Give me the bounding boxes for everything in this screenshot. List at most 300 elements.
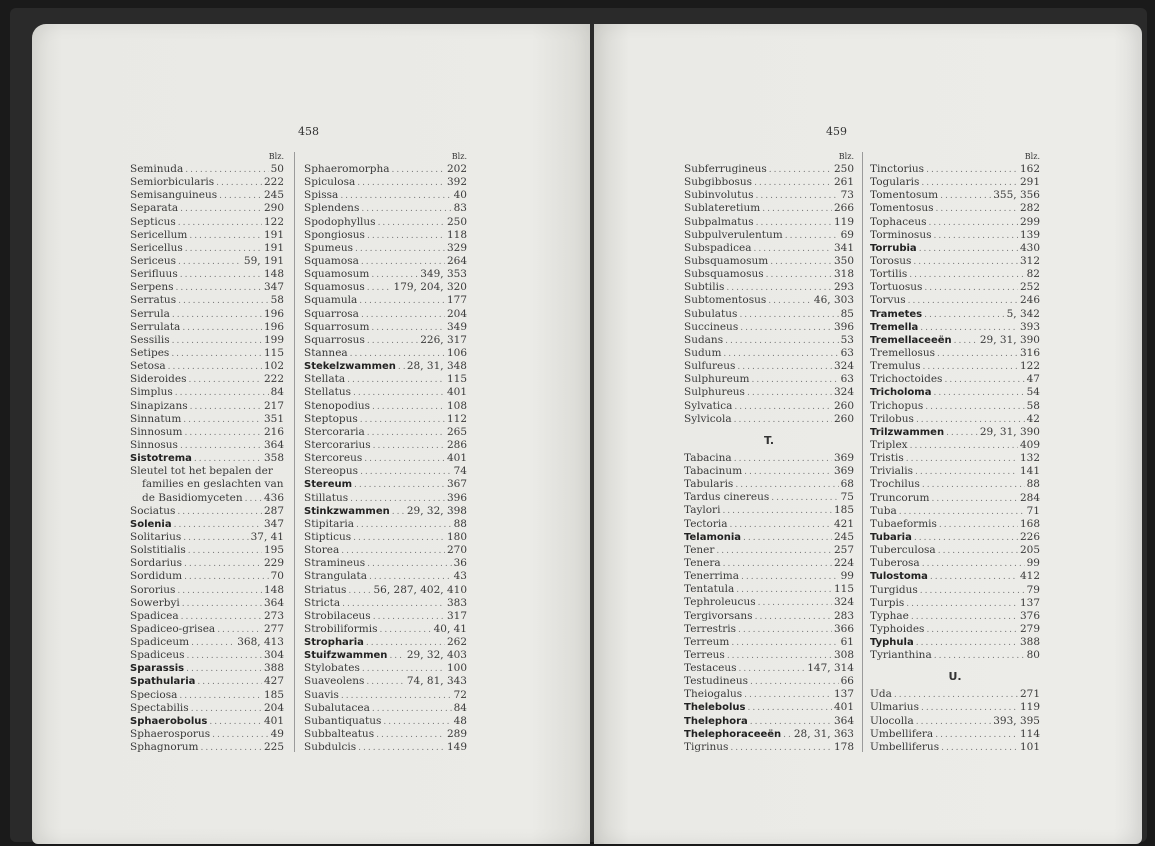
leader-dots [938, 545, 1018, 558]
entry-page-ref: 347 [263, 517, 284, 530]
leader-dots [716, 545, 832, 558]
entry-term: Stipticus [304, 530, 352, 543]
right-column-2 [870, 152, 1040, 754]
entry-term: Sistotrema [130, 453, 192, 465]
entry-page-ref: 122 [1019, 360, 1040, 373]
entry-term: Truncorum [870, 491, 930, 504]
entry-page-ref: 59, 191 [243, 254, 284, 267]
leader-dots [190, 401, 262, 414]
leader-dots [186, 663, 262, 676]
index-entry [684, 452, 854, 465]
index-entry [684, 386, 854, 399]
entry-page-ref: 28, 31, 348 [406, 360, 467, 373]
entry-term: Typhula [870, 637, 914, 649]
entry-page-ref: 364 [263, 596, 284, 609]
entry-page-ref: 246 [1019, 294, 1040, 307]
entry-page-ref: 115 [446, 373, 467, 386]
entry-page-ref: 36 [453, 557, 467, 570]
leader-dots [769, 164, 832, 177]
entry-page-ref: 401 [446, 386, 467, 399]
entry-page-ref: 46, 303 [813, 294, 854, 307]
index-entry [130, 163, 284, 176]
index-entry [130, 623, 284, 636]
index-entry [304, 242, 467, 255]
index-entry [684, 202, 854, 215]
leader-dots [783, 729, 792, 742]
entry-term: Stropharia [304, 637, 364, 649]
entry-term: Tortilis [870, 268, 908, 281]
index-entry [684, 400, 854, 413]
entry-page-ref: 29, 31, 390 [979, 333, 1040, 346]
entry-term: Squamosa [304, 254, 359, 267]
leader-dots [180, 440, 262, 453]
index-entry [130, 189, 284, 202]
entry-term: Thelephora [684, 715, 748, 727]
entry-term: Subulatus [684, 307, 738, 320]
index-entry [870, 478, 1040, 491]
entry-term: Sylvicola [684, 412, 732, 425]
index-entry [304, 715, 467, 728]
leader-dots [929, 217, 1018, 230]
leader-dots [766, 269, 832, 282]
index-entry [304, 531, 467, 544]
entry-page-ref: 191 [263, 228, 284, 241]
index-entry [304, 610, 467, 623]
entry-term: Tuberosa [870, 557, 920, 570]
index-entry [870, 492, 1040, 505]
entry-page-ref: 216 [263, 425, 284, 438]
entry-page-ref: 37, 41 [250, 530, 284, 543]
entry-term: Sylvatica [684, 399, 733, 412]
page-number-left: 458 [298, 125, 319, 138]
index-entry [130, 413, 284, 426]
leader-dots [177, 506, 262, 519]
leader-dots [359, 295, 445, 308]
entry-page-ref: 88 [453, 517, 467, 530]
entry-page-ref: 245 [833, 530, 854, 543]
index-entry [130, 662, 284, 675]
entry-page-ref: 83 [453, 202, 467, 215]
leader-dots [172, 335, 262, 348]
index-entry [870, 636, 1040, 649]
entry-page-ref: 205 [1019, 544, 1040, 557]
column-divider [294, 152, 295, 752]
entry-term: Spadicea [130, 609, 179, 622]
index-entry [130, 202, 284, 215]
entry-page-ref: 66 [840, 675, 854, 688]
entry-term: Sulphureus [684, 386, 745, 399]
entry-term: Tremellosus [870, 346, 935, 359]
entry-term: Squarrosus [304, 333, 365, 346]
leader-dots [723, 348, 838, 361]
entry-term: Tigrinus [684, 740, 729, 753]
index-entry [870, 176, 1040, 189]
index-entry [304, 465, 467, 478]
entry-page-ref: 99 [840, 570, 854, 583]
leader-dots [367, 427, 445, 440]
index-entry [684, 662, 854, 675]
entry-page-ref: 204 [263, 701, 284, 714]
entry-term: Thelebolus [684, 702, 746, 714]
entry-term: Stereum [304, 479, 353, 491]
entry-page-ref: 63 [840, 346, 854, 359]
entry-term: Terreus [684, 648, 725, 661]
index-entry [684, 675, 854, 688]
entry-term: Telamonia [684, 531, 742, 543]
entry-page-ref: 369 [833, 464, 854, 477]
index-entry [870, 544, 1040, 557]
entry-term: Subinvolutus [684, 189, 754, 202]
leader-dots [747, 387, 832, 400]
entry-term: Sudans [684, 333, 724, 346]
entry-page-ref: 84 [270, 386, 284, 399]
entry-page-ref: 277 [263, 622, 284, 635]
entry-term: Stekelzwammen [304, 361, 396, 373]
entry-page-ref: 162 [1019, 163, 1040, 175]
leader-dots [183, 532, 248, 545]
leader-dots [734, 401, 832, 414]
entry-page-ref: 409 [1019, 438, 1040, 451]
entry-term: Stricta [304, 596, 341, 609]
leader-dots [185, 427, 262, 440]
index-entry [130, 229, 284, 242]
index-entry [130, 439, 284, 452]
leader-dots [245, 493, 262, 506]
entry-page-ref: 260 [833, 399, 854, 412]
index-entry [684, 189, 854, 202]
entry-page-ref: 177 [446, 294, 467, 307]
leader-dots [178, 256, 242, 269]
leader-dots [908, 295, 1018, 308]
entry-term: Serpens [130, 281, 174, 294]
leader-dots [755, 611, 832, 624]
entry-term: Tardus cinereus [684, 491, 770, 504]
index-entry [870, 255, 1040, 268]
entry-term: Sericellum [130, 228, 188, 241]
entry-page-ref: 264 [446, 254, 467, 267]
entry-page-ref: 341 [833, 241, 854, 254]
leader-dots [389, 650, 404, 663]
index-entry [130, 557, 284, 570]
entry-term: Squarrosa [304, 307, 359, 320]
entry-term: Subgibbosus [684, 176, 753, 189]
index-entry [304, 360, 467, 373]
column-header: Blz. [838, 152, 854, 161]
entry-page-ref: 367 [446, 478, 467, 491]
index-entry [130, 360, 284, 373]
leader-dots [209, 716, 262, 729]
entry-page-ref: 355, 356 [993, 189, 1040, 202]
entry-page-ref: 317 [446, 609, 467, 622]
index-entry [130, 597, 284, 610]
entry-page-ref: 396 [833, 320, 854, 333]
entry-term: Sericeus [130, 254, 177, 267]
leader-dots [741, 571, 839, 584]
index-entry [130, 492, 284, 505]
entry-term: Succineus [684, 320, 739, 333]
entry-term: Stercoraria [304, 425, 365, 438]
entry-term: Spadiceum [130, 636, 190, 649]
index-entry [684, 281, 854, 294]
section-letter-u: U. [948, 670, 962, 684]
entry-term: Turgidus [870, 583, 918, 596]
entry-page-ref: 245 [263, 189, 284, 202]
entry-term: Togularis [870, 176, 920, 189]
entry-page-ref: 436 [263, 491, 284, 504]
entry-term: Setipes [130, 346, 170, 359]
entry-page-ref: 137 [833, 688, 854, 701]
leader-dots [354, 479, 445, 492]
entry-term: Septicus [130, 215, 176, 228]
entry-term: Tubaeformis [870, 517, 937, 530]
entry-page-ref: 261 [833, 176, 854, 189]
entry-term: Turpis [870, 596, 905, 609]
leader-dots [182, 598, 262, 611]
entry-page-ref: 266 [833, 202, 854, 215]
entry-term: Tubaria [870, 531, 912, 543]
entry-page-ref: 29, 31, 390 [979, 425, 1040, 438]
index-entry [684, 268, 854, 281]
entry-page-ref: 388 [1019, 636, 1040, 649]
leader-dots [924, 309, 1004, 322]
index-entry [870, 649, 1040, 662]
leader-dots [183, 414, 262, 427]
leader-dots [360, 414, 445, 427]
leader-dots [722, 505, 832, 518]
entry-page-ref: 100 [446, 662, 467, 675]
entry-term: Testudineus [684, 675, 748, 688]
leader-dots [915, 466, 1018, 479]
index-entry [304, 662, 467, 675]
entry-page-ref: 119 [1019, 701, 1040, 714]
index-entry [304, 675, 467, 688]
index-entry [870, 570, 1040, 583]
entry-term: Spectabilis [130, 701, 189, 714]
entry-page-ref: 287 [263, 504, 284, 517]
leader-dots [189, 230, 262, 243]
leader-dots [906, 598, 1018, 611]
index-entry [130, 294, 284, 307]
leader-dots [189, 374, 262, 387]
leader-dots [357, 177, 445, 190]
entry-page-ref: 40 [453, 189, 467, 202]
entry-page-ref: 148 [263, 268, 284, 281]
leader-dots [936, 203, 1018, 216]
index-entry [130, 321, 284, 334]
entry-page-ref: 101 [1019, 740, 1040, 753]
entry-term: Tremulus [870, 360, 921, 373]
index-entry [870, 715, 1040, 728]
entry-page-ref: 74 [453, 465, 467, 478]
leader-dots [729, 519, 831, 532]
entry-term: Typhae [870, 609, 909, 622]
leader-dots [739, 309, 838, 322]
entry-term: Strangulata [304, 570, 368, 583]
entry-page-ref: 401 [833, 701, 854, 714]
index-entry [684, 557, 854, 570]
index-entry [684, 688, 854, 701]
entry-page-ref: 283 [833, 609, 854, 622]
entry-page-ref: 84 [453, 701, 467, 714]
index-entry [130, 386, 284, 399]
entry-term: Tremellaceeën [870, 334, 952, 346]
leader-dots [219, 190, 262, 203]
index-entry [870, 386, 1040, 399]
entry-term: Tener [684, 543, 715, 556]
leader-dots [392, 506, 405, 519]
entry-page-ref: 368, 413 [237, 636, 284, 649]
leader-dots [737, 361, 832, 374]
index-entry [304, 544, 467, 557]
leader-dots [926, 624, 1018, 637]
leader-dots [372, 401, 445, 414]
entry-term: Subpulverulentum [684, 228, 783, 241]
entry-term: Strobilaceus [304, 609, 371, 622]
entry-page-ref: 349 [446, 320, 467, 333]
entry-page-ref: 312 [1019, 254, 1040, 267]
index-entry [870, 294, 1040, 307]
index-entry [130, 741, 284, 754]
index-entry [304, 294, 467, 307]
index-entry [130, 544, 284, 557]
index-entry [684, 544, 854, 557]
index-entry [684, 242, 854, 255]
entry-page-ref: 229 [263, 557, 284, 570]
index-entry [304, 268, 467, 281]
index-entry [130, 728, 284, 741]
index-entry [304, 492, 467, 505]
entry-page-ref: 279 [1019, 622, 1040, 635]
entry-page-ref: 421 [833, 517, 854, 530]
entry-page-ref: 291 [1019, 176, 1040, 189]
leader-dots [182, 322, 262, 335]
entry-term: Solenia [130, 518, 172, 530]
index-entry [684, 294, 854, 307]
entry-page-ref: 88 [1026, 478, 1040, 491]
index-entry [130, 531, 284, 544]
index-entry [304, 689, 467, 702]
leader-dots [940, 190, 991, 203]
entry-page-ref: 401 [263, 714, 284, 727]
entry-page-ref: 199 [263, 333, 284, 346]
entry-term: Typhoides [870, 622, 925, 635]
leader-dots [911, 611, 1018, 624]
entry-term: Subbalteatus [304, 728, 375, 741]
leader-dots [926, 164, 1018, 177]
entry-page-ref: 102 [263, 360, 284, 373]
leader-dots [364, 453, 445, 466]
entry-term: Sessilis [130, 333, 170, 346]
entry-term: Sowerbyi [130, 596, 180, 609]
leader-dots [358, 742, 445, 755]
entry-page-ref: 179, 204, 320 [393, 281, 467, 294]
index-entry [304, 570, 467, 583]
entry-page-ref: 265 [446, 425, 467, 438]
index-entry [870, 189, 1040, 202]
entry-page-ref: 168 [1019, 517, 1040, 530]
entry-page-ref: 29, 32, 403 [406, 649, 467, 662]
entry-term: Storea [304, 544, 340, 557]
leader-dots [754, 177, 832, 190]
leader-dots [740, 322, 832, 335]
index-entry [870, 439, 1040, 452]
entry-term: Trilzwammen [870, 426, 945, 438]
index-entry [304, 347, 467, 360]
leader-dots [360, 466, 452, 479]
entry-page-ref: 118 [446, 228, 467, 241]
entry-term: Sinnatum [130, 412, 182, 425]
entry-term: Tabacinum [684, 464, 743, 477]
index-entry [130, 636, 284, 649]
index-entry [304, 478, 467, 491]
entry-page-ref: 73 [840, 189, 854, 202]
entry-term: Spadiceo-grisea [130, 622, 216, 635]
entry-term: Sphaerobolus [130, 715, 208, 727]
index-entry [870, 308, 1040, 321]
index-entry [684, 163, 854, 176]
entry-page-ref: 72 [453, 688, 467, 701]
entry-term: Umbellifera [870, 727, 934, 740]
entry-term: Sideroides [130, 373, 187, 386]
index-entry [304, 623, 467, 636]
entry-term: Testaceus [684, 662, 737, 675]
index-entry [130, 465, 284, 478]
index-entry [870, 281, 1040, 294]
right-page [594, 24, 1142, 844]
index-entry [870, 597, 1040, 610]
entry-term: Torosus [870, 254, 912, 267]
leader-dots [180, 269, 262, 282]
entry-term: Stellata [304, 373, 346, 386]
leader-dots [367, 230, 445, 243]
index-entry [870, 518, 1040, 531]
index-entry [130, 308, 284, 321]
leader-dots [200, 742, 261, 755]
entry-page-ref: 75 [840, 491, 854, 504]
entry-term: Solitarius [130, 530, 182, 543]
entry-page-ref: 299 [1019, 215, 1040, 228]
entry-page-ref: 226 [1019, 530, 1040, 543]
index-entry [684, 531, 854, 544]
leader-dots [355, 243, 445, 256]
entry-term: Trivialis [870, 465, 914, 478]
entry-term: Torminosus [870, 228, 932, 241]
entry-term: Simplus [130, 386, 173, 399]
index-entry [684, 478, 854, 491]
index-entry [684, 583, 854, 596]
index-entry [870, 334, 1040, 347]
left-page [32, 24, 590, 844]
entry-term: Tentatula [684, 583, 735, 596]
entry-page-ref: 5, 342 [1006, 307, 1040, 320]
entry-term: Stillatus [304, 491, 349, 504]
index-entry [684, 610, 854, 623]
entry-page-ref: 347 [263, 281, 284, 294]
index-entry [684, 649, 854, 662]
index-entry [130, 689, 284, 702]
entry-term: de Basidiomyceten [142, 491, 243, 504]
index-entry [130, 268, 284, 281]
entry-page-ref: 412 [1019, 570, 1040, 583]
leader-dots [392, 164, 445, 177]
entry-page-ref: 222 [263, 373, 284, 386]
entry-page-ref: 69 [840, 228, 854, 241]
index-entry [304, 728, 467, 741]
index-entry [870, 242, 1040, 255]
entry-term: Sordidum [130, 570, 183, 583]
entry-term: Ulocolla [870, 714, 914, 727]
entry-term: Stercorarius [304, 438, 371, 451]
